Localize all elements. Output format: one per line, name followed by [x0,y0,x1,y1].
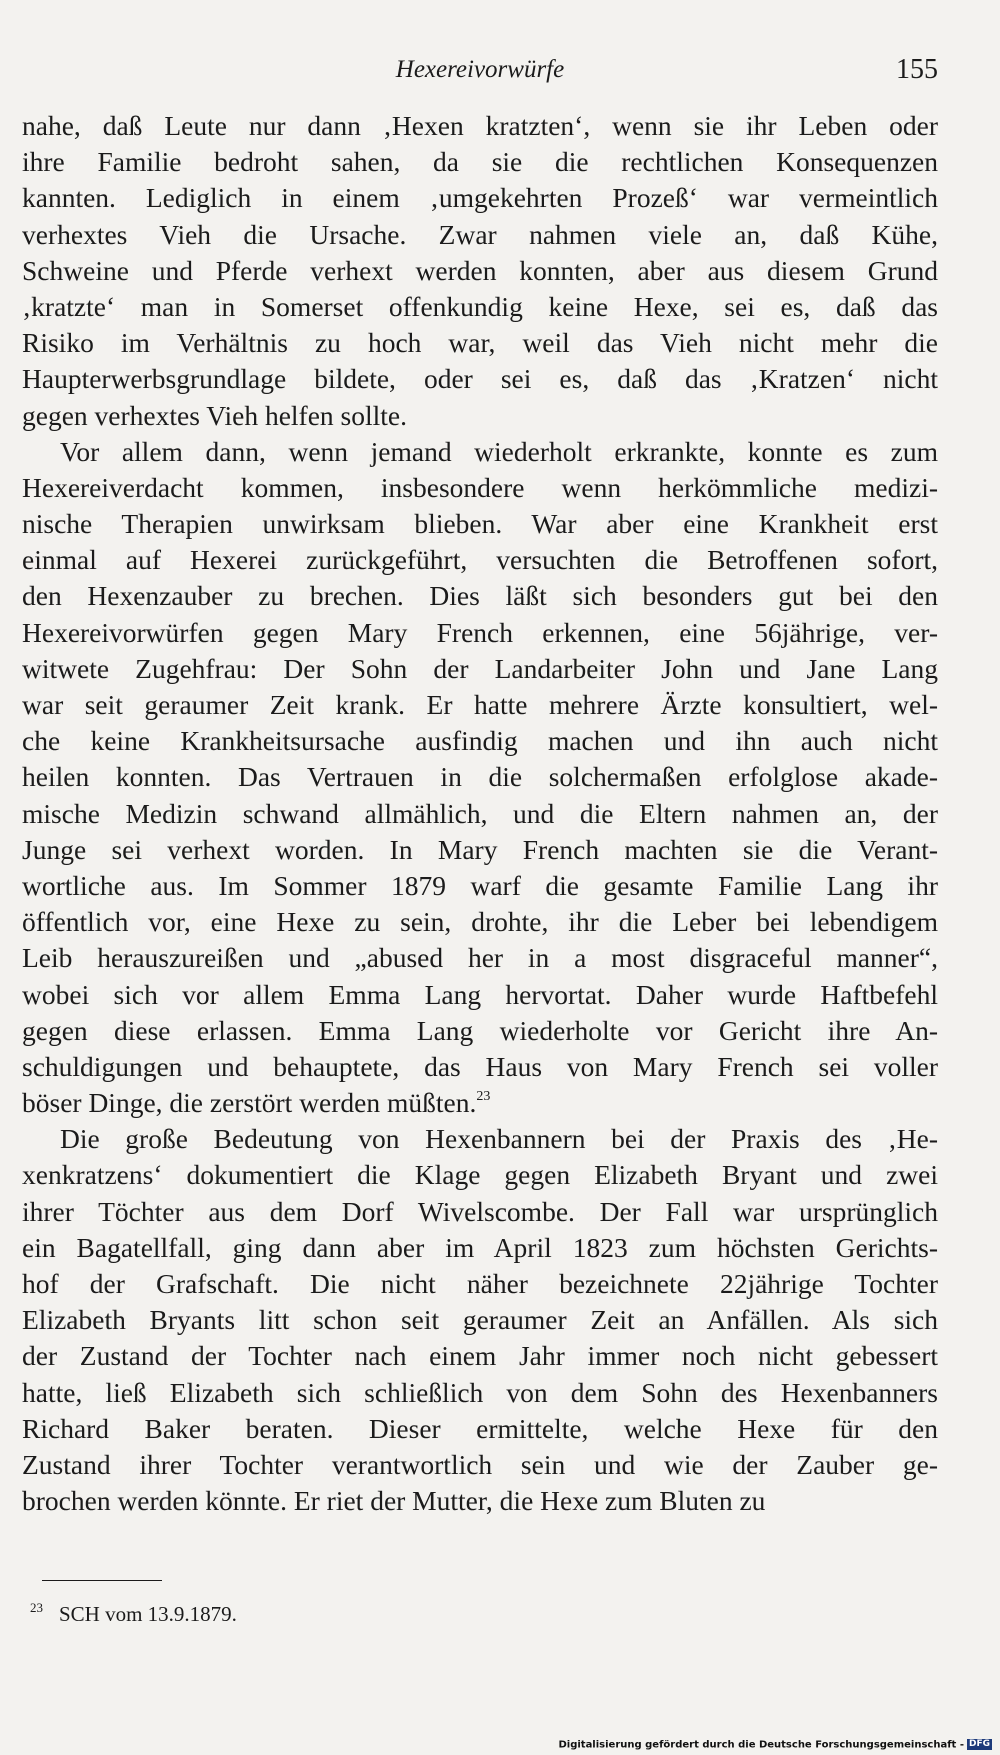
text-line: Risiko im Verhältnis zu hoch war, weil das Vieh nicht mehr die [22,327,938,359]
text-line: Vor allem dann, wenn jemand wiederholt erkrankte, konnte es zum [60,435,938,467]
text-line: verhextes Vieh die Ursache. Zwar nahmen viele an, daß Kühe, [22,218,938,250]
paragraph [22,108,938,434]
footnote-divider [42,1580,162,1581]
text-line: kannten. Lediglich in einem ‚umgekehrten Prozeß‘ war vermeintlich [22,182,938,214]
text-line: wortliche aus. Im Sommer 1879 warf die gesamte Familie Lang ihr [22,869,938,901]
text-line: heilen konnten. Das Vertrauen in die solchermaßen erfolglose akade- [22,761,938,793]
text-line: Hexereivorwürfen gegen Mary French erkennen, eine 56jährige, ver- [22,616,938,648]
text-line: Junge sei verhext worden. In Mary French machten sie die Verant- [22,833,938,865]
text-line: brochen werden könnte. Er riet der Mutter, die Hexe zum Bluten zu [22,1485,766,1517]
text-line: xenkratzens‘ dokumentiert die Klage gegen Elizabeth Bryant und zwei [22,1159,938,1191]
text-line: hof der Grafschaft. Die nicht näher bezeichnete 22jährige Tochter [22,1268,938,1299]
text-line: Leib herauszureißen und „abused her in a most disgraceful manner“, [22,942,938,974]
text-line: che keine Krankheitsursache ausfindig machen und ihn auch nicht [22,725,938,757]
text-line: witwete Zugehfrau: Der Sohn der Landarbeiter John und Jane Lang [22,652,938,684]
digitization-credit [558,1739,992,1751]
footnote-reference[interactable]: 23 [476,1089,491,1105]
text-line: Die große Bedeutung von Hexenbannern bei der Praxis des ‚He- [60,1123,938,1155]
text-line: der Zustand der Tochter nach einem Jahr immer noch nicht gebessert [22,1340,938,1372]
dfg-logo: DFG [968,1738,990,1749]
text-line: ‚kratzte‘ man in Somerset offenkundig keine Hexe, sei es, daß das [22,290,938,322]
text-line: Richard Baker beraten. Dieser ermittelte, welche Hexe für den [22,1412,938,1444]
text-line: ihrer Töchter aus dem Dorf Wivelscombe. Der Fall war ursprünglich [22,1195,938,1227]
text-line: Hexereiverdacht kommen, insbesondere wenn herkömmliche medizi- [22,471,938,503]
text-line: böser Dinge, die zerstört werden müßten.$^{23}$ [22,1087,491,1119]
text-line: ein Bagatellfall, ging dann aber im April 1823 zum höchsten Gerichts- [22,1231,938,1263]
page-header [22,52,938,92]
credit-text: Digitalisierung gefördert durch die Deutsche Forschungsgemeinschaft - [558,1739,964,1750]
paragraph [22,1121,938,1519]
text-line: den Hexenzauber zu brechen. Dies läßt sich besonders gut bei den [22,580,938,612]
text-line: Elizabeth Bryants litt schon seit geraumer Zeit an Anfällen. Als sich [22,1304,938,1336]
paragraph [22,434,938,1122]
text-line: war seit geraumer Zeit krank. Er hatte mehrere Ärzte konsultiert, wel- [22,689,938,720]
footnote-text: SCH vom 13.9.1879. [59,1602,237,1626]
running-title: Hexereivorwürfe [395,56,565,83]
text-line: hatte, ließ Elizabeth sich schließlich von dem Sohn des Hexenbanners [22,1376,938,1408]
text-line: einmal auf Hexerei zurückgeführt, versuchten die Betroffenen sofort, [22,544,938,576]
text-line: schuldigungen und behauptete, das Haus von Mary French sei voller [22,1050,938,1082]
text-line: wobei sich vor allem Emma Lang hervortat. Daher wurde Haftbefehl [22,978,938,1010]
text-line: gegen diese erlassen. Emma Lang wiederholte vor Gericht ihre An- [22,1014,938,1046]
text-line: ihre Familie bedroht sahen, da sie die rechtlichen Konsequenzen [22,146,938,178]
text-line: mische Medizin schwand allmählich, und die Eltern nahmen an, der [22,797,938,829]
text-line: nahe, daß Leute nur dann ‚Hexen kratzten‘, wenn sie ihr Leben oder [22,110,938,141]
text-line: Haupterwerbsgrundlage bildete, oder sei es, daß das ‚Kratzen‘ nicht [22,363,938,395]
text-line: gegen verhextes Vieh helfen sollte. [22,399,407,431]
text-line: Zustand ihrer Tochter verantwortlich sein und wie der Zauber ge- [22,1448,938,1480]
body-text [22,108,938,1519]
page-number: 155 [896,54,938,85]
footnote [30,1600,237,1627]
text-line: öffentlich vor, eine Hexe zu sein, drohte, ihr die Leber bei lebendigem [22,906,938,938]
text-line: nische Therapien unwirksam blieben. War aber eine Krankheit erst [22,508,938,540]
footnote-number: 23 [30,1600,43,1615]
text-line: Schweine und Pferde verhext werden konnten, aber aus diesem Grund [22,254,938,286]
